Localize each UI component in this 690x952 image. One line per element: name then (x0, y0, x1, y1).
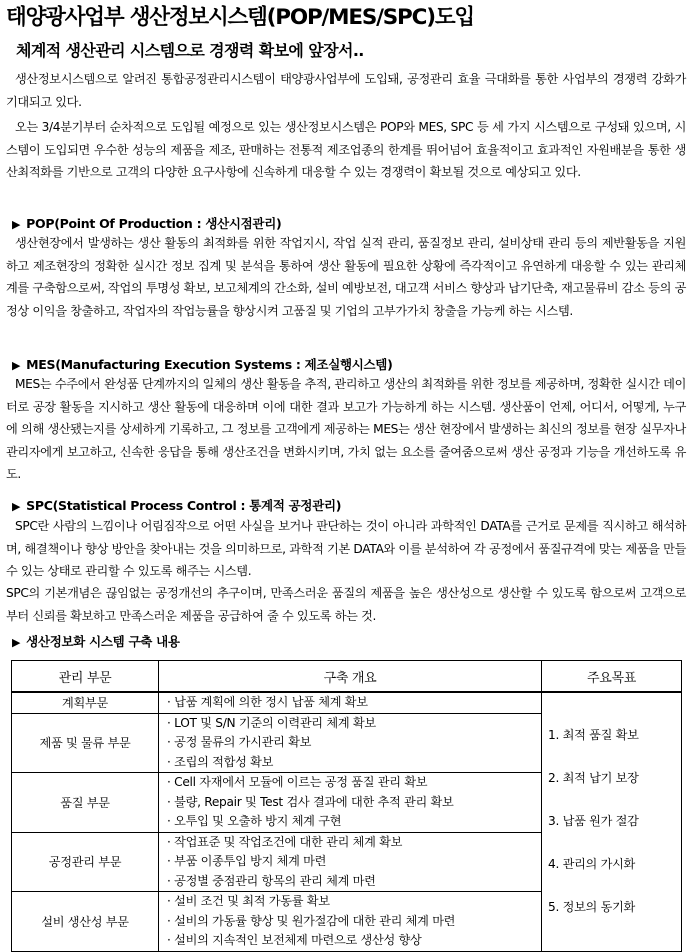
section-heading-text: SPC(Statistical Process Control : 통계적 공정관리) (26, 498, 342, 513)
goal-item: 4. 관리의 가시화 (548, 857, 636, 872)
goal-item: 1. 최적 품질 확보 (548, 728, 639, 743)
pop-paragraph: 생산현장에서 발생하는 생산 활동의 최적화를 위한 작업지시, 작업 실적 관리, 품질정보 관리, 설비상태 관리 등의 제반활동을 지원하고 제조현장의 정확한 실시간 정보 집계 및 분석을 통하여 생산 활동에 필요한 상황에 즉각적이고 유연하게 대응할 수 있는 관리체계를 구축함으로써, 작업의 투명성 확보, 보고체계의 간소화, 설비 예방보전, 대고객 서비스 향상과 납기단축, 재고물류비 감소 등의 공정상 이익을 창출하고, 작업자의 작업능률을 향상시켜 고품질 및 기업의 고부가가치 창출을 가능케 하는 시스템. (6, 236, 686, 318)
document-title: 태양광사업부 생산정보시스템(POP/MES/SPC)도입 (6, 5, 474, 30)
plan-item: · 설비의 지속적인 보전체제 마련으로 생산성 향상 (167, 933, 422, 947)
department-cell: 공정관리 부문 (12, 832, 159, 892)
department-cell: 품질 부문 (12, 773, 159, 833)
spc-paragraph-1: SPC란 사람의 느낌이나 어림짐작으로 어떤 사실을 보거나 판단하는 것이 아니라 과학적인 DATA를 근거로 문제를 직시하고 해석하며, 해결책이나 향상 방안을 찾아내는 것을 의미하므로, 과학적 기본 DATA와 이를 분석하여 각 공정에서 품질규격에 맞는 제품을 만들 수 있는 상태로 관리할 수 있도록 해주는 시스템. (6, 519, 686, 578)
section-heading-spc (12, 496, 682, 517)
spc-paragraph-2: SPC의 기본개념은 끊임없는 공정개선의 추구이며, 만족스러운 품질의 제품을 높은 생산성으로 생산할 수 있도록 함으로써 고객으로부터 신뢰를 확보하고 만족스러운 제품을 공급하여 줄 수 있도록 하는 것. (6, 586, 686, 623)
column-header: 구축 개요 (159, 661, 542, 693)
items-cell (159, 713, 542, 773)
items-cell (159, 692, 542, 713)
items-cell (159, 832, 542, 892)
goal-item: 2. 최적 납기 보장 (548, 771, 639, 786)
goals-cell (542, 692, 682, 951)
plan-item: · LOT 및 S/N 기준의 이력관리 체계 확보 (167, 715, 376, 730)
department-cell: 계획부문 (12, 692, 159, 713)
mes-paragraph: MES는 수주에서 완성품 단계까지의 일체의 생산 활동을 추적, 관리하고 생산의 최적화를 위한 정보를 제공하며, 정확한 실시간 데이터로 공장 활동을 지시하고 생산 활동에 대응하며 이에 대한 결과 보고가 가능하게 하는 시스템. 생산품이 언제, 어디서, 어떻게, 누구에 의해 생산됐는지를 상세하게 기록하고, 그 정보를 고객에게 제공하는 MES는 생산 현장에서 발생하는 최신의 정보를 현장 실무자나 관리자에게 보고하고, 신속한 응답을 통해 생산조건을 변화시키며, 가치 없는 요소를 줄여줌으로써 생산 공정과 기능을 개선하도록 유도. (6, 377, 686, 481)
table-header-row (12, 661, 682, 693)
column-header: 주요목표 (542, 661, 682, 693)
items-cell (159, 892, 542, 952)
items-cell (159, 773, 542, 833)
plan-item: · 불량, Repair 및 Test 검사 결과에 대한 추적 관리 확보 (167, 794, 454, 809)
plan-item: · 공정 물류의 가시관리 확보 (167, 735, 312, 749)
goal-item: 3. 납품 원가 절감 (548, 814, 639, 829)
department-cell: 제품 및 물류 부문 (12, 713, 159, 773)
column-header: 관리 부문 (12, 661, 159, 693)
plan-item: · 납품 계획에 의한 정시 납품 체계 확보 (167, 695, 368, 709)
plan-item: · 조립의 적합성 확보 (167, 754, 274, 769)
intro-paragraph-2: 오는 3/4분기부터 순차적으로 도입될 예정으로 있는 생산정보시스템은 POP와 MES, SPC 등 세 가지 시스템으로 구성돼 있으며, 시스템이 도입되면 우수한 성능의 제품을 제조, 판매하는 전통적 제조업종의 한계를 뛰어넘어 효율적이고 효과적인 자원배분을 통한 생산최적화를 기반으로 고객의 다양한 요구사항에 신속하게 대응할 수 있는 경쟁력이 확보될 것으로 예상되고 있다. (6, 120, 686, 179)
plan-item: · 설비 조건 및 최적 가동률 확보 (167, 894, 330, 908)
plan-item: · 오투입 및 오출하 방지 체계 구현 (167, 814, 342, 828)
arrow-right-icon: ▶ (12, 500, 21, 513)
goal-item: 5. 정보의 동기화 (548, 900, 636, 915)
section-heading-text: MES(Manufacturing Execution Systems : 제조실행시스템) (26, 357, 393, 372)
plan-item: · 설비의 가동률 향상 및 원가절감에 대한 관리 체계 마련 (167, 913, 456, 928)
department-cell: 설비 생산성 부문 (12, 892, 159, 952)
table-row (12, 692, 682, 713)
plan-item: · 부품 이종투입 방지 체계 마련 (167, 854, 327, 868)
intro-paragraph-1: 생산정보시스템으로 알려진 통합공정관리시스템이 태양광사업부에 도입돼, 공정관리 효율 극대화를 통한 사업부의 경쟁력 강화가 기대되고 있다. (6, 72, 686, 109)
section-heading-text: 생산정보화 시스템 구축 내용 (26, 634, 180, 649)
section-heading-table (12, 632, 682, 653)
section-heading-text: POP(Point Of Production : 생산시점관리) (26, 216, 282, 231)
plan-item: · Cell 자재에서 모듈에 이르는 공정 품질 관리 확보 (167, 775, 428, 789)
plan-item: · 작업표준 및 작업조건에 대한 관리 체계 확보 (167, 834, 403, 849)
arrow-right-icon: ▶ (12, 636, 21, 649)
arrow-right-icon: ▶ (12, 218, 21, 231)
system-plan-table (11, 660, 682, 952)
arrow-right-icon: ▶ (12, 359, 21, 372)
plan-item: · 공정별 중점관리 항목의 관리 체계 마련 (167, 873, 376, 888)
document-subtitle: 체계적 생산관리 시스템으로 경쟁력 확보에 앞장서.. (16, 41, 364, 60)
